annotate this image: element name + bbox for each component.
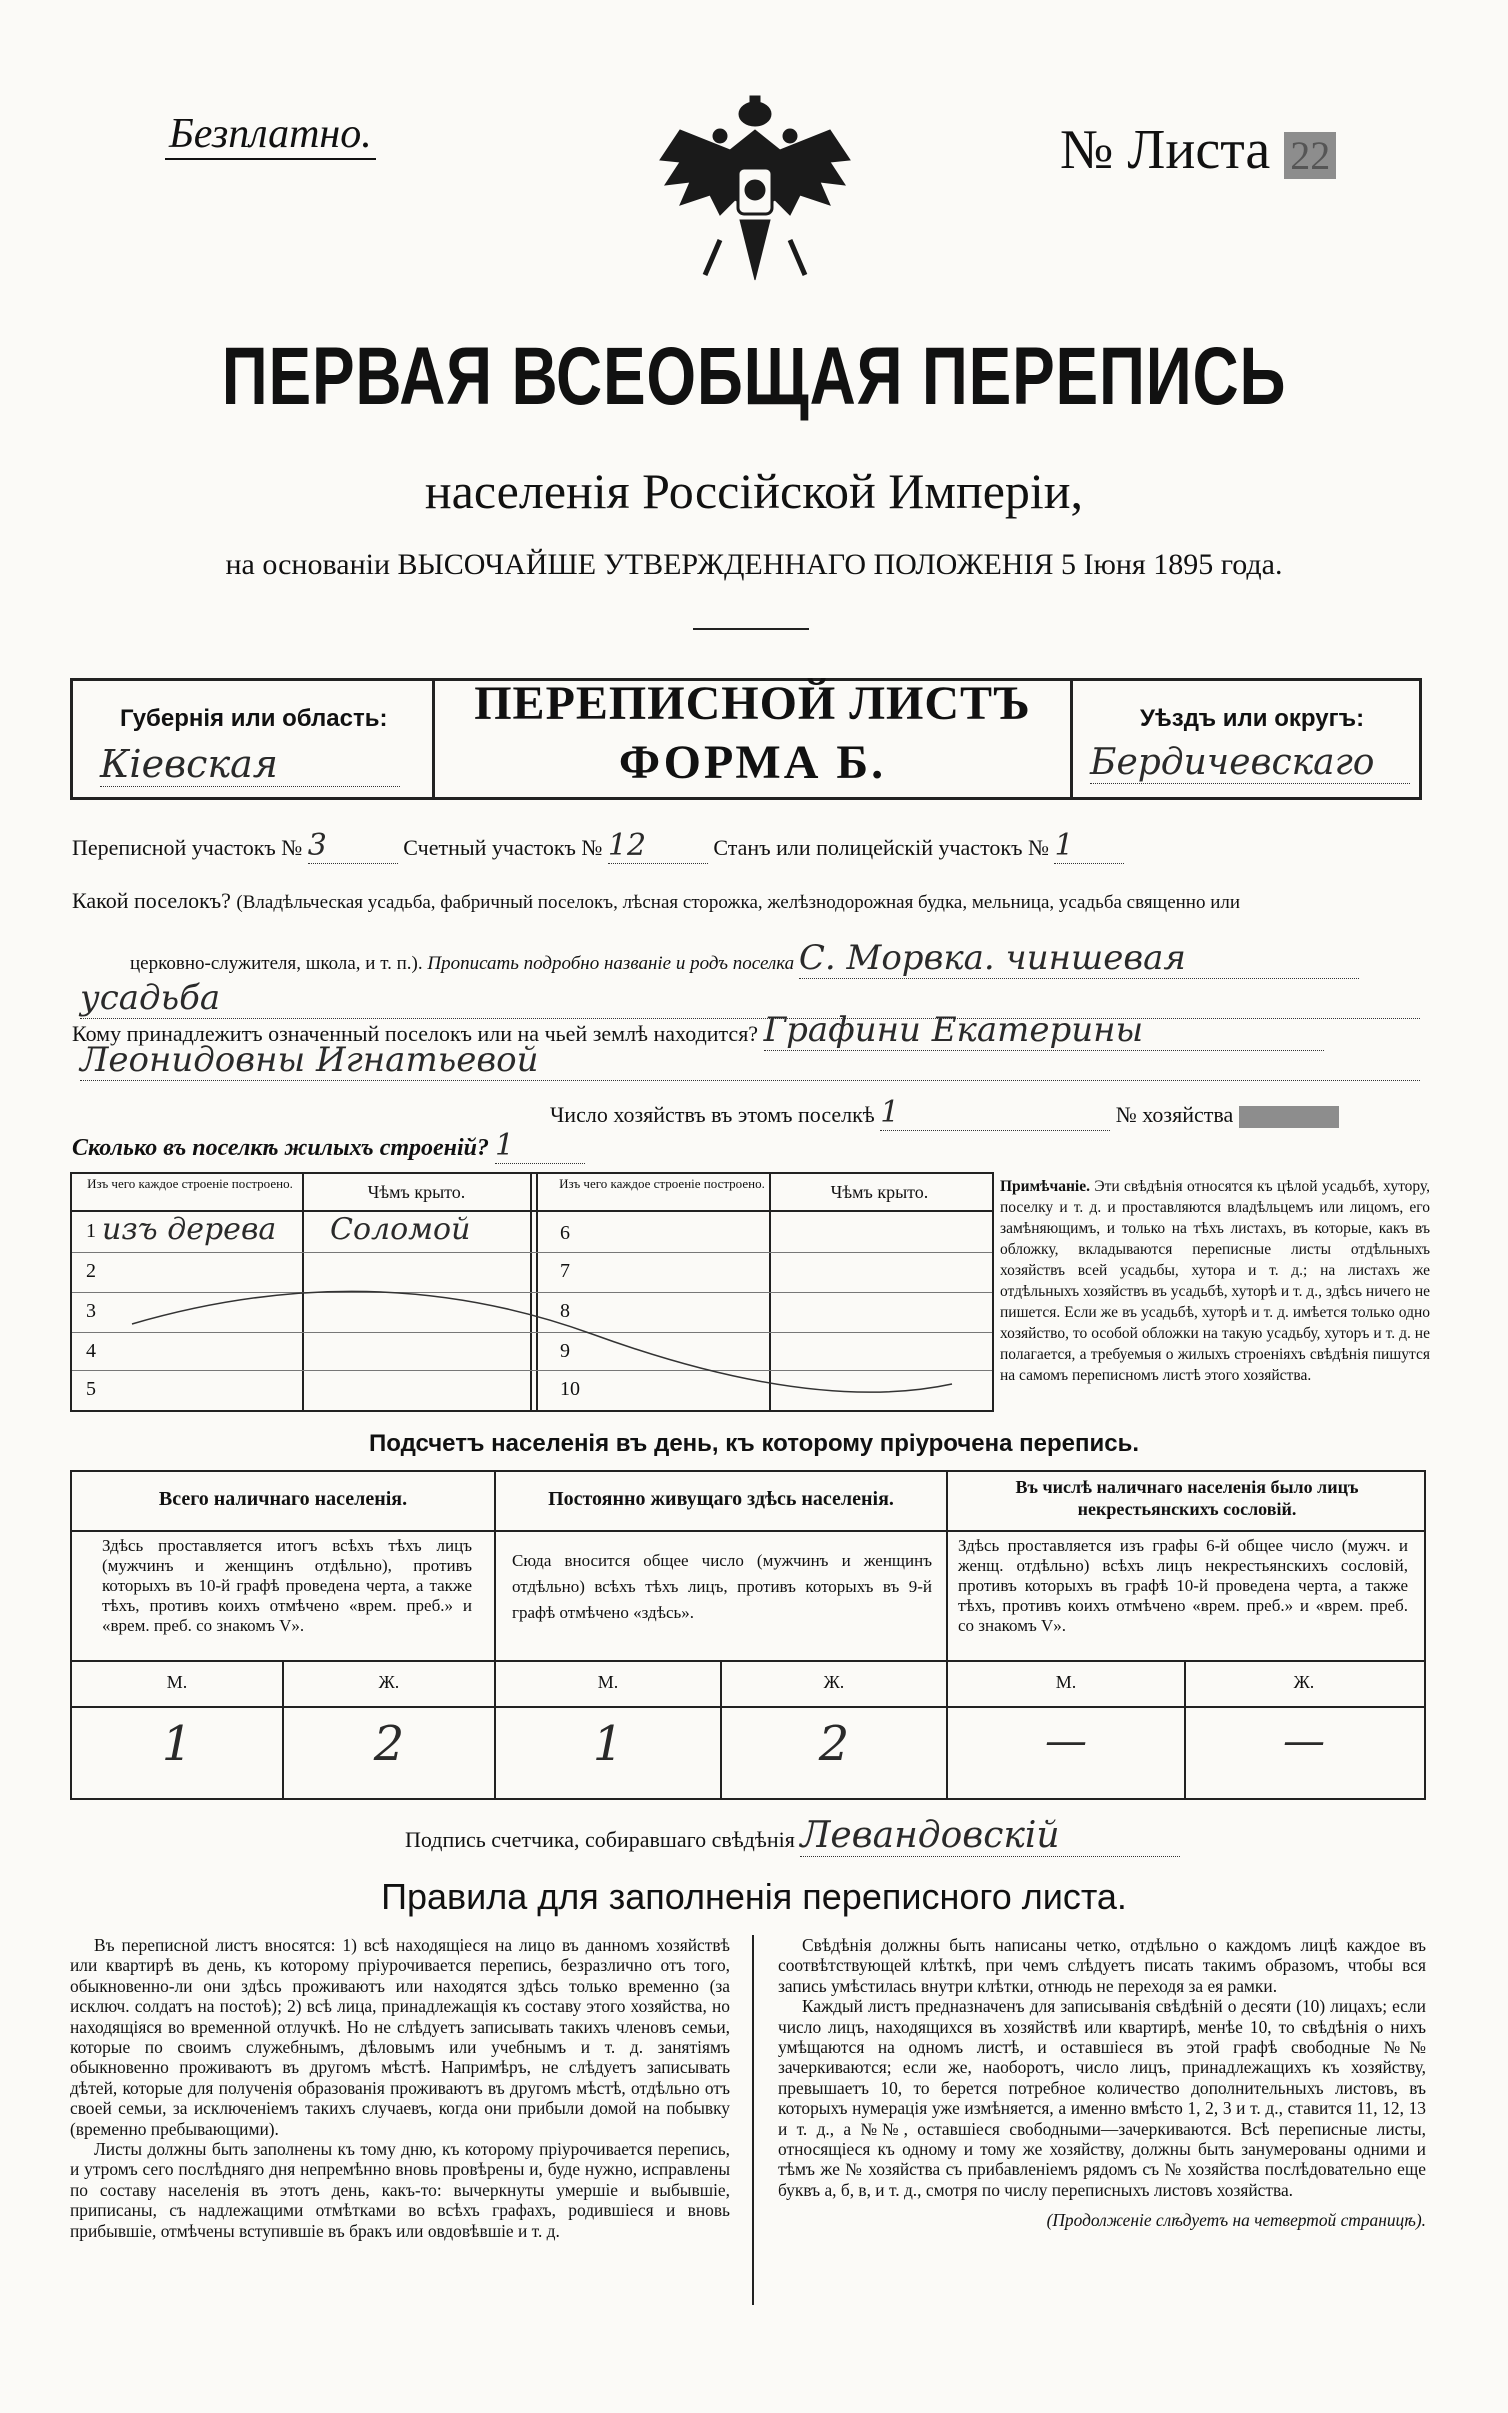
- count-col1-text: Здѣсь проставляется итогъ всѣхъ тѣхъ лицъ (мужчинъ и женщинъ отдѣльно), противъ которыхъ въ 10-й графѣ проведена черта, а также тѣхъ, противъ коихъ отмѣчено «врем. преб.» и «врем. преб. со знакомъ V».: [102, 1536, 472, 1635]
- count-head-rule: [72, 1530, 1424, 1532]
- count-nonpeasant-m[interactable]: —: [1045, 1716, 1087, 1765]
- signature-line: [405, 1815, 1180, 1857]
- form-head-right-rule: [1419, 678, 1422, 798]
- count-f-label: Ж.: [823, 1672, 845, 1692]
- buildings-col-roof-left: Чѣмъ крыто.: [367, 1182, 466, 1202]
- owner-label: Кому принадлежитъ означенный поселокъ или на чьей землѣ находится?: [72, 1021, 759, 1046]
- owner-value-1[interactable]: Графини Екатерины: [764, 1010, 1324, 1051]
- note-text: Эти свѣдѣнія относятся къ цѣлой усадьбѣ, хутору, поселку и т. д. и проставляются владѣльцемъ или лицомъ, его замѣняющимъ, и только на тѣхъ листахъ, въ которые, какъ въ обложку, вкладываются переписные листы отдѣльныхъ хозяйствъ всей усадьбы, хутора и т. д.; на листахъ же отдѣльныхъ хозяйствъ въ усадьбѣ, хуторѣ и т. д., здѣсь ничего не пишется. Если же въ усадьбѣ, хуторѣ и т. д. имѣется только одно хозяйство, то особой обложки на такую усадьбу, хуторъ и т. д. не полагается, а требуемыя о жилыхъ строеніяхъ свѣдѣнія пишутся на самомъ переписномъ листѣ этого хозяйства.: [1000, 1178, 1431, 1384]
- imperial-eagle-emblem: [650, 90, 860, 290]
- sheet-number: [1060, 118, 1336, 182]
- counting-area-label: Счетный участокъ №: [403, 835, 603, 860]
- sheet-title: ПЕРЕПИСНОЙ ЛИСТЪ: [474, 677, 1031, 730]
- count-resident-m[interactable]: 1: [592, 1716, 624, 1772]
- buildings-col-material-right: Изъ чего каждое строеніе построено.: [559, 1176, 765, 1191]
- census-area-value[interactable]: 3: [308, 828, 398, 864]
- rules-right-p1: Свѣдѣнія должны быть написаны четко, отдѣльно о каждомъ лицѣ каждое въ соотвѣтствующей клѣткѣ, при чемъ слѣдуетъ писать такимъ образомъ, чтобы вся запись умѣстилась внутри клѣтки, отнюдь не переходя за ея рамки.: [778, 1935, 1426, 1996]
- count-total-f[interactable]: 2: [373, 1716, 405, 1772]
- note-label: Примѣчаніе.: [1000, 1178, 1090, 1195]
- count-f-label: Ж.: [378, 1672, 400, 1692]
- census-area-label: Переписной участокъ №: [72, 835, 303, 860]
- row-number: 1: [86, 1220, 96, 1242]
- buildings-col-roof-right: Чѣмъ крыто.: [830, 1182, 929, 1202]
- free-label: Безплатно.: [165, 110, 376, 160]
- form-head-bottom-rule: [70, 797, 1422, 800]
- settlement-line-1: [72, 888, 1240, 914]
- buildings-label: Сколько въ поселкѣ жилыхъ строеній?: [72, 1135, 489, 1161]
- sheet-number-value: 22: [1284, 132, 1336, 179]
- settlement-hint-italic: Прописать подробно названіе и родъ поселка: [427, 953, 795, 974]
- strike-through-mark: [72, 1174, 992, 1410]
- count-total-m[interactable]: 1: [161, 1716, 193, 1772]
- rules-continued: (Продолженіе слѣдуетъ на четвертой страницѣ).: [1046, 2210, 1426, 2231]
- row-number: 10: [560, 1378, 580, 1400]
- header-divider: [693, 628, 809, 630]
- buildings-note: [1000, 1176, 1430, 1386]
- count-nonpeasant-f[interactable]: —: [1283, 1716, 1325, 1765]
- owner-value-2[interactable]: Леонидовны Игнатьевой: [80, 1040, 1420, 1081]
- census-basis: на основаніи ВЫСОЧАЙШЕ УТВЕРЖДЕННАГО ПОЛОЖЕНІЯ 5 Іюня 1895 года.: [225, 548, 1283, 581]
- buildings-table: [70, 1172, 994, 1412]
- settlement-value-2[interactable]: усадьба: [80, 978, 1420, 1019]
- count-col1-head: Всего наличнаго населенія.: [158, 1488, 408, 1510]
- settlement-label: Какой поселокъ?: [72, 888, 231, 913]
- row-number: 9: [560, 1340, 570, 1362]
- row-number: 5: [86, 1378, 96, 1400]
- rules-left-column: [70, 1935, 730, 2241]
- area-line: [72, 828, 1124, 864]
- settlement-hint-2: церковно-служителя, школа, и т. п.).: [130, 953, 423, 974]
- station-value[interactable]: 1: [1054, 828, 1124, 864]
- count-resident-f[interactable]: 2: [818, 1716, 850, 1772]
- count-text-rule: [72, 1660, 1424, 1662]
- census-main-title: ПЕРВАЯ ВСЕОБЩАЯ ПЕРЕПИСЬ: [221, 331, 1287, 422]
- row-number: 8: [560, 1300, 570, 1322]
- count-mf-rule: [72, 1706, 1424, 1708]
- rules-title: Правила для заполненія переписного листа.: [381, 1876, 1127, 1917]
- form-head-left-rule: [70, 678, 73, 798]
- row-number: 4: [86, 1340, 96, 1362]
- building-roof[interactable]: Соломой: [330, 1212, 471, 1247]
- count-table: [70, 1470, 1426, 1800]
- rules-right-p2: Каждый листъ предназначенъ для записыванія свѣдѣній о десяти (10) лицахъ; если число лицъ, находящихся въ хозяйствѣ или квартирѣ, менѣе 10, то свѣдѣнія о нихъ умѣщаются на одномъ листѣ, и оставшіеся въ этой графѣ свободные №№ зачеркиваются; если же, наоборотъ, число лицъ, принадлежащихъ къ хозяйству, превышаетъ 10, то берется потребное количество дополнительныхъ листовъ, въ которыхъ нумерація уже измѣняется, а именно вмѣсто 1, 2, 3 и т. д., ставится 11, 12, 13 и т. д., а №№, оставшіеся свободными—зачеркиваются. Всѣ переписные листы, относящіеся къ одному и тому же хозяйству, должны быть занумерованы одними и тѣмъ же № хозяйства съ прибавленіемъ рядомъ съ № хозяйства послѣдовательно еще буквъ а, б, в, и т. д., смотря по числу переписныхъ листовъ хозяйства.: [778, 1996, 1426, 2200]
- row-number: 7: [560, 1260, 570, 1282]
- row-number: 6: [560, 1222, 570, 1244]
- households-label: Число хозяйствъ въ этомъ поселкѣ: [550, 1102, 875, 1127]
- station-label: Станъ или полицейскій участокъ №: [713, 835, 1049, 860]
- households-value[interactable]: 1: [880, 1095, 1110, 1131]
- buildings-col-material-left: Изъ чего каждое строеніе построено.: [87, 1176, 293, 1191]
- counting-area-value[interactable]: 12: [608, 828, 708, 864]
- settlement-value-1[interactable]: С. Морвка. чиншевая: [799, 938, 1359, 979]
- signature-label: Подпись счетчика, собиравшаго свѣдѣнія: [405, 1827, 795, 1852]
- signature-value[interactable]: Левандовскій: [800, 1815, 1180, 1857]
- rules-column-divider: [752, 1935, 754, 2305]
- province-value[interactable]: Кіевская: [100, 742, 400, 787]
- settlement-hint-1: (Владѣльческая усадьба, фабричный поселокъ, лѣсная сторожка, желѣзнодорожная будка, мельница, усадьба священно или: [236, 892, 1241, 913]
- buildings-value[interactable]: 1: [495, 1128, 585, 1164]
- province-label: Губернія или область:: [120, 705, 388, 732]
- census-subtitle: населенія Россійской Имперіи,: [424, 463, 1084, 519]
- rules-left-p2: Листы должны быть заполнены къ тому дню, къ которому пріурочивается перепись, и утромъ сего послѣдняго дня непремѣнно вновь провѣрены и, буде нужно, исправлены по составу населенія въ этотъ день, какъ-то: вычеркнуты умершіе и выбывшіе, приписаны, съ надлежащими отмѣтками во всѣхъ графахъ, родившіеся и вновь прибывшіе, отмѣчены вступившіе въ бракъ или овдовѣвшіе и т. д.: [70, 2139, 730, 2241]
- form-label: ФОРМА Б.: [618, 736, 887, 789]
- count-col3-text: Здѣсь проставляется изъ графы 6-й общее число (мужч. и женщ. отдѣльно) всѣхъ лицъ некрестьянскихъ сословій, противъ которыхъ въ графѣ 10-й проведена черта, а также тѣхъ, противъ коихъ отмѣчено «врем. преб.» и «врем. преб. со знакомъ V».: [958, 1536, 1408, 1635]
- rules-left-p1: Въ переписной листъ вносятся: 1) всѣ находящіеся на лицо въ данномъ хозяйствѣ или квартирѣ въ день, къ которому пріурочивается перепись, безразлично отъ того, обыкновенно-ли они здѣсь проживаютъ или находятся здѣсь только временно (за исключ. солдатъ на постоѣ); 2) всѣ лица, принадлежащія къ составу этого хозяйства, но находящіяся во временной отлучкѣ. Но не слѣдуетъ записывать такихъ членовъ семьи, которые по своимъ служебнымъ, дѣловымъ или учебнымъ и т. д. занятіямъ обыкновенно проживаютъ въ другомъ мѣстѣ. Напримѣръ, не слѣдуетъ записывать дѣтей, которые для полученія образованія проживаютъ въ другомъ мѣстѣ, отдѣльно отъ своей семьи, за исключеніемъ такихъ случаевъ, когда они прибыли домой на побывку (временно пребывающими).: [70, 1935, 730, 2139]
- household-no-value: [1239, 1106, 1339, 1128]
- count-section-title: Подсчетъ населенія въ день, къ которому пріурочена перепись.: [369, 1430, 1139, 1457]
- count-m-label: М.: [597, 1672, 619, 1692]
- sheet-number-label: № Листа: [1060, 119, 1271, 181]
- count-m-label: М.: [1055, 1672, 1077, 1692]
- settlement-line-2: [130, 938, 1359, 979]
- households-line: [550, 1095, 1339, 1131]
- count-col2-text: Сюда вносится общее число (мужчинъ и женщинъ отдѣльно) всѣхъ тѣхъ лицъ, противъ которыхъ въ 9-й графѣ отмѣчено «здѣсь».: [512, 1551, 932, 1622]
- count-f-label: Ж.: [1293, 1672, 1315, 1692]
- form-head-divider-2: [1070, 678, 1073, 798]
- count-m-label: М.: [166, 1672, 188, 1692]
- district-value[interactable]: Бердичевскаго: [1090, 742, 1410, 784]
- count-col2-head: Постоянно живущаго здѣсь населенія.: [548, 1488, 894, 1510]
- row-number: 2: [86, 1260, 96, 1282]
- building-material[interactable]: изъ дерева: [102, 1212, 277, 1247]
- buildings-line: [72, 1128, 585, 1164]
- district-label: Уѣздъ или округъ:: [1140, 705, 1365, 732]
- row-number: 3: [86, 1300, 96, 1322]
- household-no-label: № хозяйства: [1115, 1102, 1234, 1127]
- count-col3-head: Въ числѣ наличнаго населенія было лицъ некрестьянскихъ сословій.: [1015, 1477, 1359, 1519]
- rules-right-column: [778, 1935, 1426, 2231]
